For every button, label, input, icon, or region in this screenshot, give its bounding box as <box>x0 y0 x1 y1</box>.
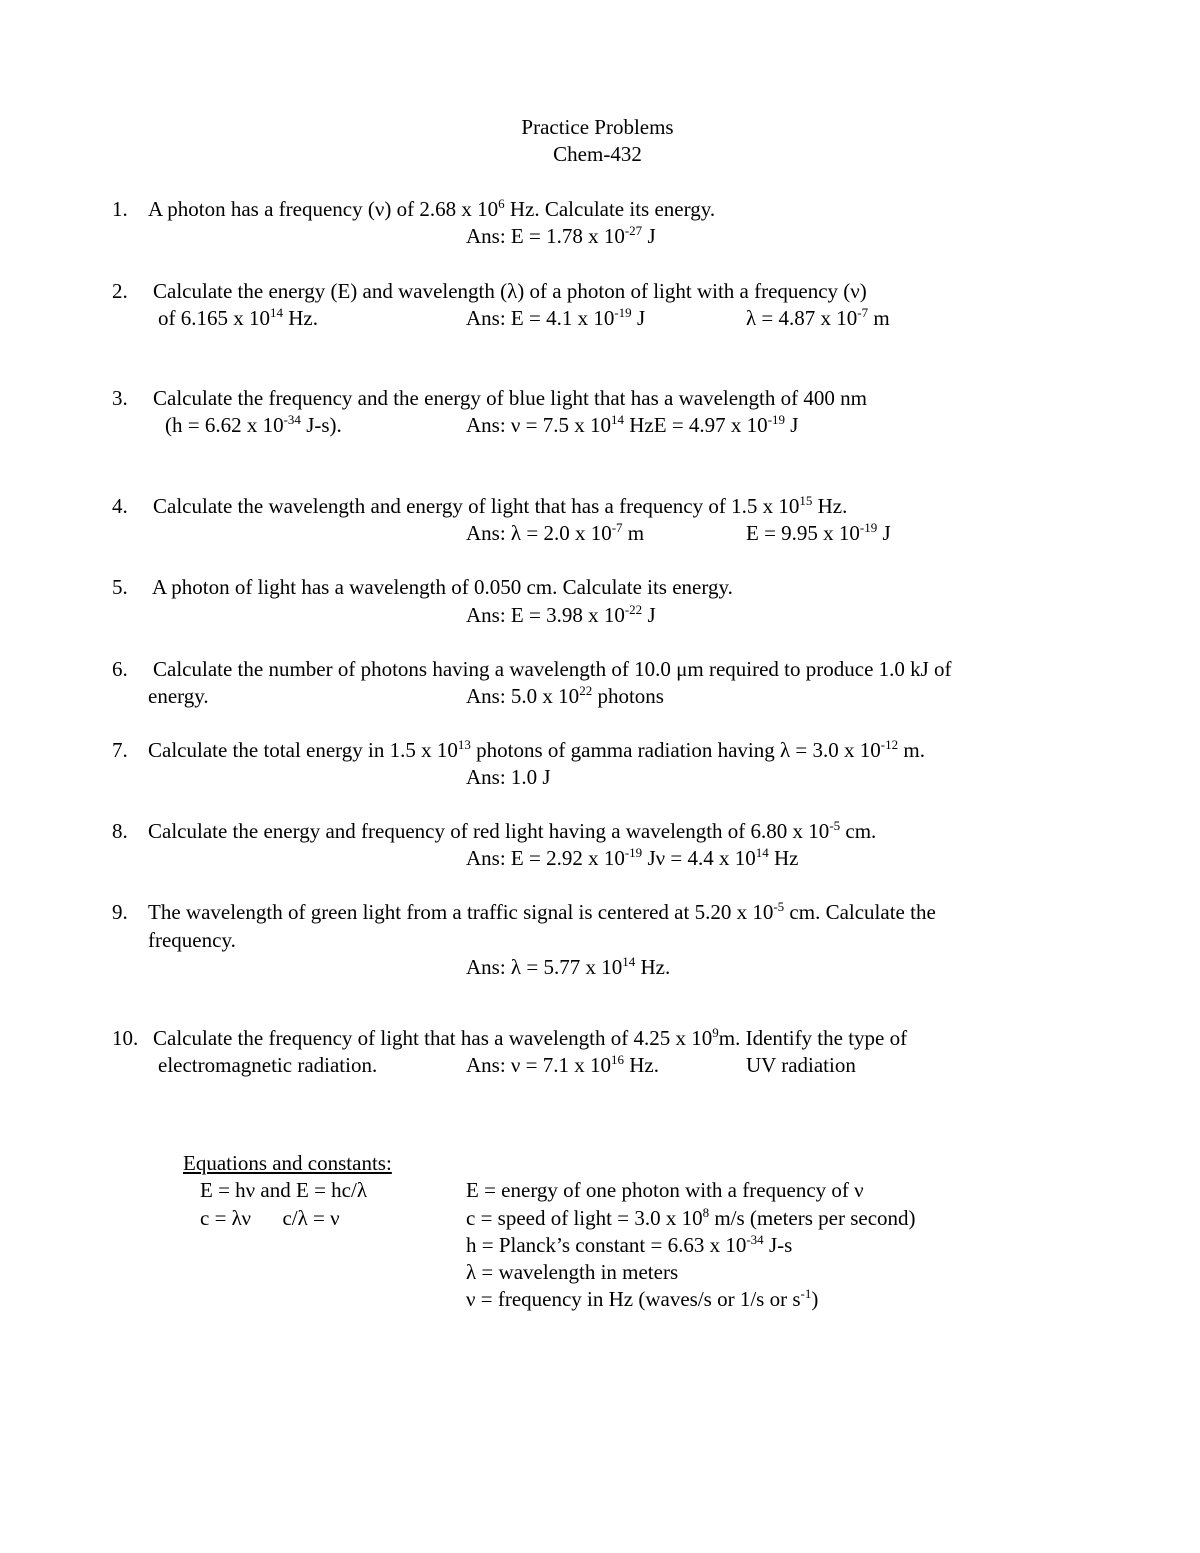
text-segment: Ans: E = 3.98 x 10 <box>466 603 625 627</box>
text-segment: Ans: ν = 7.5 x 10 <box>466 413 612 437</box>
text-segment: Calculate the total energy in 1.5 x 10 <box>148 738 458 762</box>
superscript-exponent: 8 <box>702 1205 710 1220</box>
question-text <box>153 1025 907 1052</box>
problem-number: 7. <box>112 738 128 762</box>
text-segment: Hz. <box>812 494 848 518</box>
text-segment: UV radiation <box>746 1053 856 1077</box>
superscript-exponent: 14 <box>755 845 769 860</box>
question-text <box>148 899 936 926</box>
text-segment: frequency. <box>148 928 236 952</box>
problem-number: 3. <box>112 386 128 410</box>
answer-text <box>466 954 670 981</box>
superscript-exponent: -34 <box>746 1232 764 1247</box>
problem-number: 6. <box>112 657 128 681</box>
superscript-exponent: -34 <box>283 412 301 427</box>
problem-number: 2. <box>112 279 128 303</box>
superscript-exponent: -7 <box>857 305 869 320</box>
text-segment: ) <box>811 1287 819 1311</box>
text-segment: m. Identify the type of <box>718 1026 908 1050</box>
question-text <box>148 196 715 223</box>
text-segment: A photon has a frequency (ν) of 2.68 x 10 <box>148 197 499 221</box>
problem-number: 9. <box>112 900 128 924</box>
text-segment: Ans: 1.0 J <box>466 765 551 789</box>
superscript-exponent: -19 <box>624 845 643 860</box>
superscript-exponent: -1 <box>800 1286 812 1301</box>
text-segment: Ans: ν = 7.1 x 10 <box>466 1053 612 1077</box>
answer-text <box>466 520 644 547</box>
text-segment: J <box>642 224 656 248</box>
answer-text-secondary <box>746 520 891 547</box>
text-segment: m <box>868 306 890 330</box>
text-segment: m/s (meters per second) <box>709 1206 916 1230</box>
answer-text <box>466 683 664 710</box>
course-code: Chem-432 <box>553 142 642 166</box>
text-segment: Ans: E = 1.78 x 10 <box>466 224 625 248</box>
question-text <box>153 493 847 520</box>
text-segment: Hz. <box>283 306 318 330</box>
superscript-exponent: -7 <box>611 520 623 535</box>
constant-definition <box>466 1259 678 1286</box>
text-segment: λ = 4.87 x 10 <box>746 306 858 330</box>
superscript-exponent: 14 <box>611 412 625 427</box>
question-text-continued <box>148 683 209 710</box>
page-title: Practice Problems <box>521 115 674 139</box>
text-segment: A photon of light has a wavelength of 0.050 cm. Calculate its energy. <box>152 575 733 599</box>
text-segment: cm. <box>840 819 877 843</box>
text-segment: cm. Calculate the <box>784 900 936 924</box>
text-segment: The wavelength of green light from a traffic signal is centered at 5.20 x 10 <box>148 900 774 924</box>
answer-text-secondary <box>746 305 890 332</box>
text-segment: m. <box>898 738 925 762</box>
problem-number: 5. <box>112 575 128 599</box>
text-segment: Ans: λ = 2.0 x 10 <box>466 521 612 545</box>
superscript-exponent: 13 <box>457 737 471 752</box>
constant-definition <box>466 1232 792 1259</box>
text-segment: h = Planck’s constant = 6.63 x 10 <box>466 1233 747 1257</box>
answer-text <box>466 223 656 250</box>
answer-text <box>466 412 798 439</box>
superscript-exponent: 16 <box>611 1052 625 1067</box>
question-text <box>153 656 952 683</box>
text-segment: c = speed of light = 3.0 x 10 <box>466 1206 703 1230</box>
text-segment: Hz <box>768 846 799 870</box>
text-segment: photons of gamma radiation having λ = 3.0 x 10 <box>470 738 881 762</box>
text-segment: Calculate the frequency of light that has a wavelength of 4.25 x 10 <box>153 1026 713 1050</box>
question-text <box>152 574 733 601</box>
problem-number: 8. <box>112 819 128 843</box>
superscript-exponent: 6 <box>498 196 505 211</box>
answer-text <box>466 764 551 791</box>
text-segment: c = λν c/λ = ν <box>200 1206 340 1230</box>
equations-heading: Equations and constants: <box>183 1151 392 1175</box>
text-segment: E = hν and E = hc/λ <box>200 1178 367 1202</box>
answer-text <box>466 845 798 872</box>
text-segment: photons <box>592 684 664 708</box>
equation-formula <box>200 1177 367 1204</box>
text-segment: Hz. Calculate its energy. <box>504 197 716 221</box>
question-text-continued <box>165 412 342 439</box>
problem-number: 1. <box>112 197 128 221</box>
text-segment: electromagnetic radiation. <box>158 1053 378 1077</box>
superscript-exponent: 14 <box>622 954 636 969</box>
text-segment: Ans: E = 2.92 x 10 <box>466 846 625 870</box>
superscript-exponent: -12 <box>880 737 899 752</box>
text-segment: J <box>877 521 891 545</box>
text-segment: m <box>622 521 645 545</box>
question-text <box>148 818 876 845</box>
constant-definition <box>466 1205 916 1232</box>
answer-text <box>466 602 656 629</box>
superscript-exponent: 14 <box>270 305 283 320</box>
text-segment: Calculate the number of photons having a wavelength of 10.0 μm required to produce 1.0 kJ of <box>153 657 952 681</box>
question-text-continued <box>158 305 318 332</box>
text-segment: Calculate the energy (E) and wavelength (λ) of a photon of light with a frequency (ν) <box>153 279 867 303</box>
answer-text <box>466 305 645 332</box>
superscript-exponent: -5 <box>829 818 841 833</box>
text-segment: ν = frequency in Hz (waves/s or 1/s or s <box>466 1287 801 1311</box>
problem-number: 10. <box>112 1026 139 1050</box>
text-segment: (h = 6.62 x 10 <box>165 413 284 437</box>
text-segment: Calculate the frequency and the energy of blue light that has a wavelength of 400 nm <box>153 386 867 410</box>
text-segment: Calculate the wavelength and energy of light that has a frequency of 1.5 x 10 <box>153 494 800 518</box>
question-text-continued <box>158 1052 377 1079</box>
text-segment: J-s <box>763 1233 793 1257</box>
superscript-exponent: 22 <box>579 683 593 698</box>
constant-definition <box>466 1177 864 1204</box>
text-segment: λ = wavelength in meters <box>466 1260 679 1284</box>
text-segment: Hz. <box>624 1053 660 1077</box>
text-segment: Calculate the energy and frequency of red light having a wavelength of 6.80 x 10 <box>148 819 830 843</box>
text-segment: Ans: E = 4.1 x 10 <box>466 306 615 330</box>
superscript-exponent: -19 <box>767 412 786 427</box>
text-segment: J-s). <box>300 413 342 437</box>
superscript-exponent: -27 <box>624 223 643 238</box>
text-segment: J <box>631 306 646 330</box>
equation-formula <box>200 1205 340 1232</box>
answer-text <box>466 1052 659 1079</box>
text-segment: Jν = 4.4 x 10 <box>642 846 756 870</box>
text-segment: Hz. <box>635 955 671 979</box>
text-segment: Ans: 5.0 x 10 <box>466 684 580 708</box>
superscript-exponent: -5 <box>773 899 785 914</box>
text-segment: J <box>785 413 799 437</box>
answer-text-secondary <box>746 1052 856 1079</box>
question-text-continued <box>148 927 236 954</box>
problem-number: 4. <box>112 494 128 518</box>
superscript-exponent: 9 <box>712 1025 719 1040</box>
text-segment: of 6.165 x 10 <box>158 306 270 330</box>
question-text <box>153 278 867 305</box>
superscript-exponent: 15 <box>799 493 813 508</box>
question-text <box>148 737 925 764</box>
text-segment: J <box>642 603 656 627</box>
superscript-exponent: -22 <box>624 602 643 617</box>
text-segment: energy. <box>148 684 209 708</box>
text-segment: E = energy of one photon with a frequency of ν <box>466 1178 864 1202</box>
text-segment: E = 9.95 x 10 <box>746 521 860 545</box>
superscript-exponent: -19 <box>859 520 878 535</box>
constant-definition <box>466 1286 818 1313</box>
question-text <box>153 385 867 412</box>
text-segment: HzE = 4.97 x 10 <box>624 413 768 437</box>
superscript-exponent: -19 <box>614 305 632 320</box>
text-segment: Ans: λ = 5.77 x 10 <box>466 955 623 979</box>
